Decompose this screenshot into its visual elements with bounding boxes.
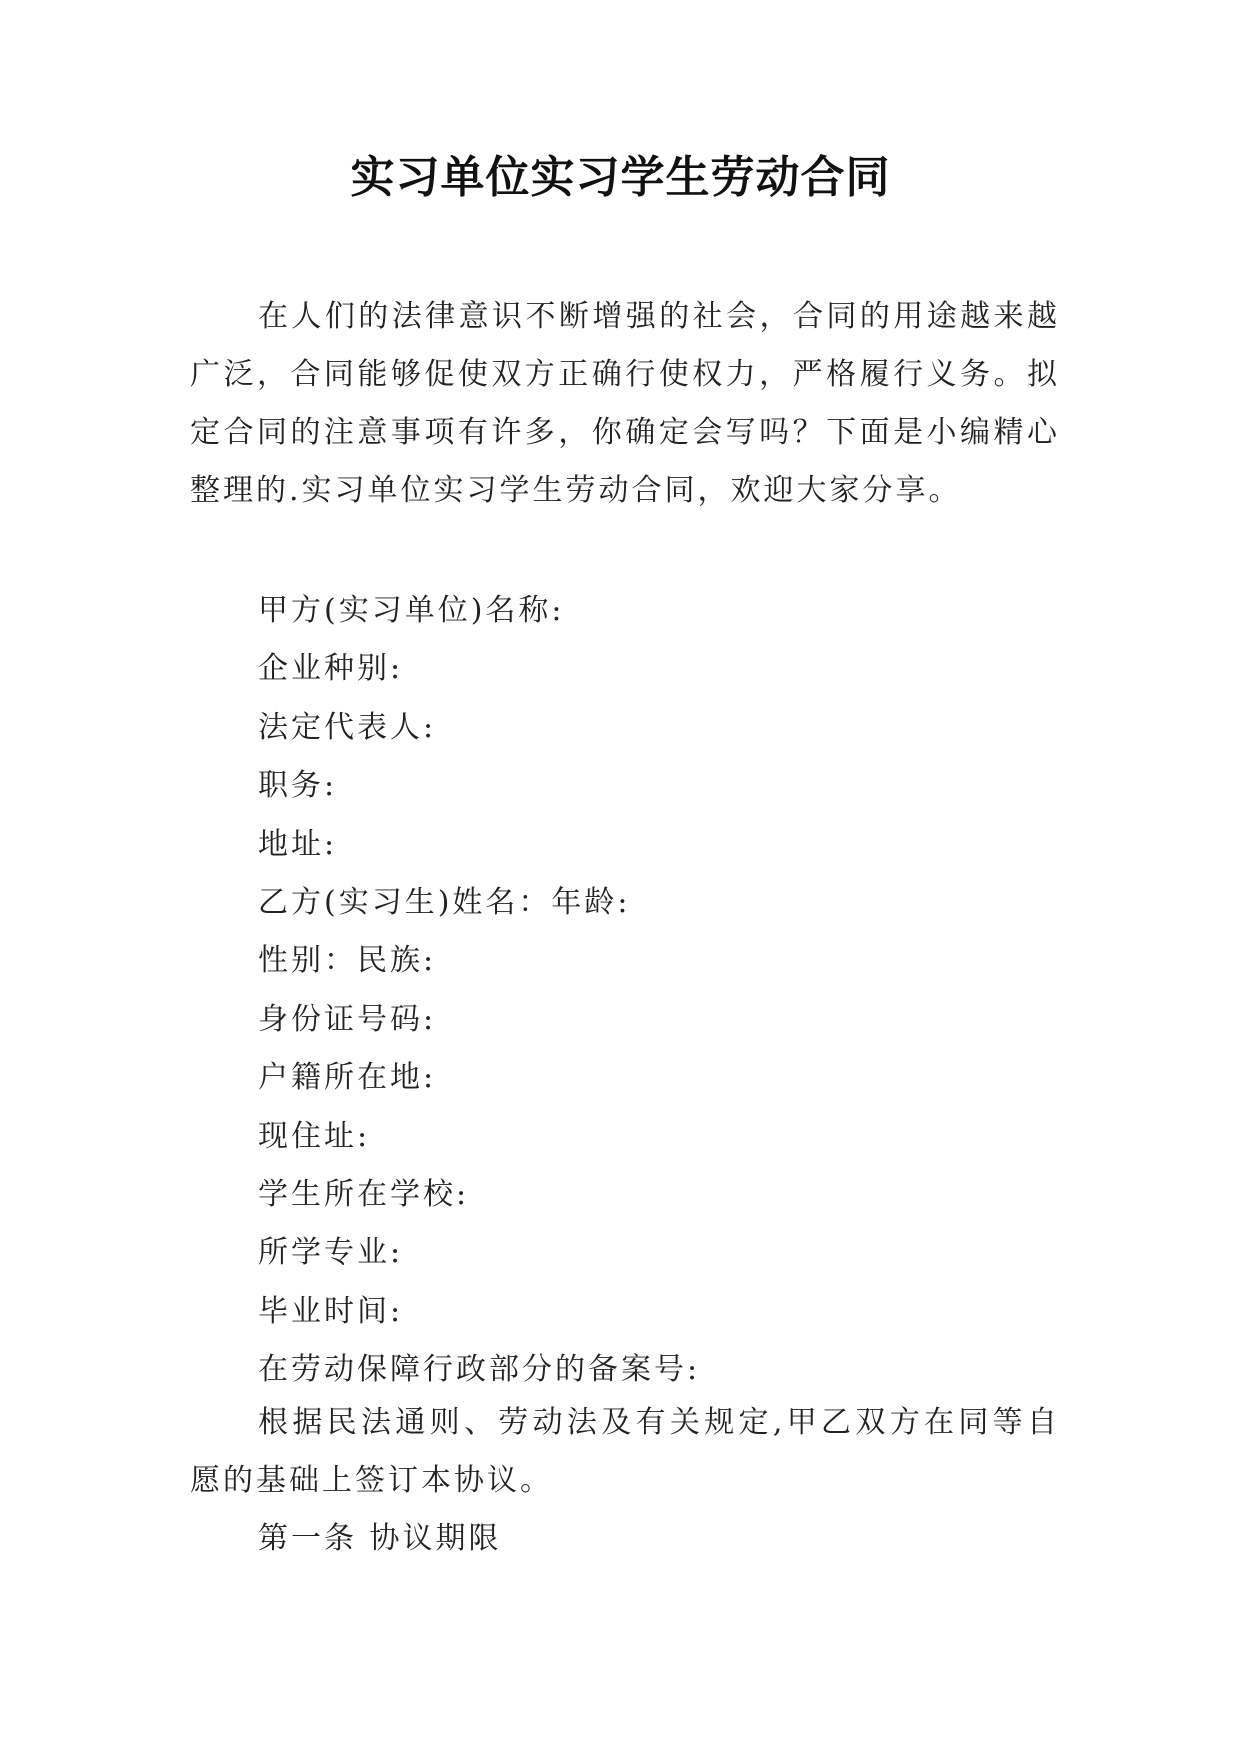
field-current-address: 现住址: <box>258 1118 371 1154</box>
field-party-b-name-age: 乙方(实习生)姓名：年龄: <box>258 884 631 920</box>
field-address: 地址: <box>258 826 338 862</box>
contract-fields-list <box>190 582 1060 1399</box>
field-position: 职务: <box>258 768 338 804</box>
field-enterprise-type: 企业种别: <box>258 651 404 687</box>
basis-paragraph: 根据民法通则、劳动法及有关规定,甲乙双方在同等自愿的基础上签订本协议。 <box>190 1405 1060 1499</box>
field-legal-representative: 法定代表人: <box>258 709 437 745</box>
article-1-heading: 第一条 协议期限 <box>258 1521 502 1556</box>
field-gender-ethnicity: 性别：民族: <box>258 943 437 979</box>
field-household-registration: 户籍所在地: <box>258 1060 437 1096</box>
field-id-number: 身份证号码: <box>258 1001 437 1037</box>
intro-paragraph: 在人们的法律意识不断增强的社会，合同的用途越来越广泛，合同能够促使双方正确行使权力，严格履行义务。拟定合同的注意事项有许多，你确定会写吗？下面是小编精心整理的.实习单位实习学生劳动合同，欢迎大家分享。 <box>190 299 1060 508</box>
field-filing-number: 在劳动保障行政部分的备案号: <box>258 1352 701 1388</box>
field-graduation-time: 毕业时间: <box>258 1293 404 1329</box>
field-school: 学生所在学校: <box>258 1176 470 1212</box>
document-title: 实习单位实习学生劳动合同 <box>350 152 891 203</box>
field-party-a-name: 甲方(实习单位)名称: <box>258 593 565 628</box>
field-major: 所学专业: <box>258 1235 404 1271</box>
